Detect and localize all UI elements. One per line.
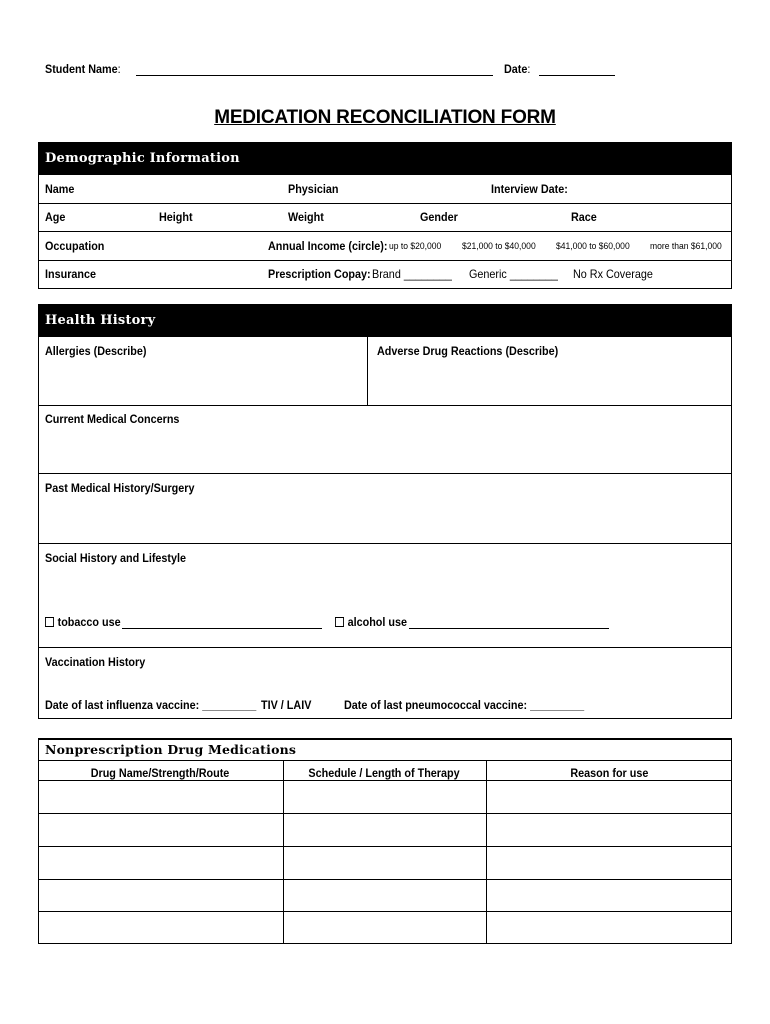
divider xyxy=(38,203,732,204)
interview-date-label: Interview Date: xyxy=(491,182,568,196)
health-heading: Health History xyxy=(45,313,156,328)
table-cell[interactable] xyxy=(487,912,731,943)
tobacco-field[interactable] xyxy=(122,628,322,629)
column-header-schedule: Schedule / Length of Therapy xyxy=(308,766,461,780)
income-option-3[interactable]: $41,000 to $60,000 xyxy=(556,241,630,252)
tobacco-checkbox[interactable] xyxy=(45,617,54,627)
prescription-copay-label: Prescription Copay: xyxy=(268,267,371,281)
table-cell[interactable] xyxy=(284,814,486,846)
date-field[interactable] xyxy=(539,75,615,76)
student-name-label: Student Name: xyxy=(45,62,121,76)
income-option-4[interactable]: more than $61,000 xyxy=(650,241,722,252)
brand-option[interactable]: Brand ________ xyxy=(372,267,452,281)
table-cell[interactable] xyxy=(487,880,731,911)
occupation-label: Occupation xyxy=(45,239,105,253)
divider xyxy=(38,231,732,232)
tobacco-row: tobacco use xyxy=(45,615,121,629)
table-cell[interactable] xyxy=(39,814,283,846)
table-cell[interactable] xyxy=(39,847,283,879)
table-cell[interactable] xyxy=(284,781,486,813)
table-cell[interactable] xyxy=(487,814,731,846)
column-header-reason: Reason for use xyxy=(569,766,649,780)
table-cell[interactable] xyxy=(487,781,731,813)
alcohol-field[interactable] xyxy=(409,628,609,629)
table-cell[interactable] xyxy=(39,781,283,813)
name-label: Name xyxy=(45,182,75,196)
table-cell[interactable] xyxy=(487,847,731,879)
alcohol-row: alcohol use xyxy=(335,615,407,629)
social-history-label: Social History and Lifestyle xyxy=(45,551,187,565)
divider xyxy=(38,543,732,544)
influenza-vaccine-label[interactable]: Date of last influenza vaccine: _________ xyxy=(45,698,257,712)
table-cell[interactable] xyxy=(284,912,486,943)
table-cell[interactable] xyxy=(39,880,283,911)
allergies-label: Allergies (Describe) xyxy=(45,344,147,358)
past-history-label: Past Medical History/Surgery xyxy=(45,481,195,495)
race-label: Race xyxy=(571,210,597,224)
divider xyxy=(38,473,732,474)
vaccination-label: Vaccination History xyxy=(45,655,146,669)
student-name-field[interactable] xyxy=(136,75,493,76)
divider xyxy=(38,405,732,406)
column-header-drug: Drug Name/Strength/Route xyxy=(91,766,230,780)
nonprescription-heading: Nonprescription Drug Medications xyxy=(45,742,297,757)
table-cell[interactable] xyxy=(284,880,486,911)
income-option-1[interactable]: up to $20,000 xyxy=(389,241,442,252)
no-rx-option[interactable]: No Rx Coverage xyxy=(573,267,653,281)
demographic-heading: Demographic Information xyxy=(45,151,240,166)
alcohol-checkbox[interactable] xyxy=(335,617,344,627)
generic-option[interactable]: Generic ________ xyxy=(469,267,558,281)
height-label: Height xyxy=(159,210,193,224)
date-label: Date: xyxy=(504,62,531,76)
past-history-field[interactable] xyxy=(39,499,731,542)
divider xyxy=(38,260,732,261)
age-label: Age xyxy=(45,210,66,224)
current-concerns-field[interactable] xyxy=(39,430,731,472)
table-cell[interactable] xyxy=(284,847,486,879)
annual-income-label: Annual Income (circle): xyxy=(268,239,388,253)
page-title: MEDICATION RECONCILIATION FORM xyxy=(214,107,556,128)
divider xyxy=(38,647,732,648)
adverse-reactions-field[interactable] xyxy=(368,362,731,404)
insurance-label: Insurance xyxy=(45,267,97,281)
weight-label: Weight xyxy=(288,210,324,224)
income-option-2[interactable]: $21,000 to $40,000 xyxy=(462,241,536,252)
divider xyxy=(38,760,732,761)
tiv-laiv-option[interactable]: TIV / LAIV xyxy=(261,698,312,712)
table-cell[interactable] xyxy=(39,912,283,943)
adverse-reactions-label: Adverse Drug Reactions (Describe) xyxy=(377,344,559,358)
allergies-field[interactable] xyxy=(39,362,366,404)
gender-label: Gender xyxy=(420,210,458,224)
pneumococcal-vaccine-label[interactable]: Date of last pneumococcal vaccine: _________ xyxy=(344,698,585,712)
current-concerns-label: Current Medical Concerns xyxy=(45,412,180,426)
physician-label: Physician xyxy=(288,182,339,196)
